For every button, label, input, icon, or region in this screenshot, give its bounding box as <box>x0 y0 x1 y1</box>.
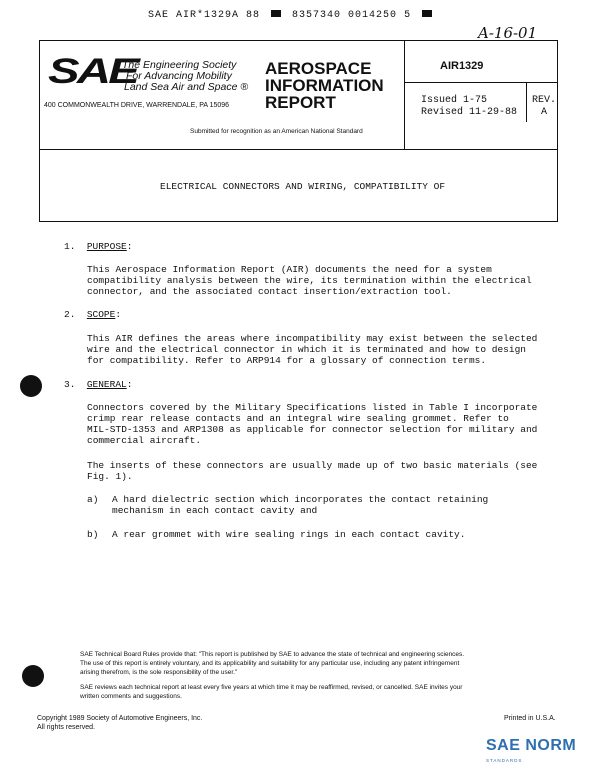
revised-date: Revised 11-29-88 <box>421 107 518 118</box>
text-line: Connectors covered by the Military Specifications listed in Table I incorporate <box>87 402 538 413</box>
section-2-paragraph <box>87 333 587 366</box>
handwritten-note: A-16-01 <box>478 24 538 42</box>
list-label-a: a) <box>87 494 99 505</box>
barcode-block <box>271 10 281 17</box>
footer-line: arising therefrom, is the sole responsibility of the user." <box>80 669 238 676</box>
section-2-heading: 2. SCOPE: <box>64 309 122 320</box>
report-type-line: INFORMATION <box>265 76 384 95</box>
text-line: Fig. 1). <box>87 471 133 482</box>
barcode-block-2 <box>422 10 432 17</box>
society-line: For Advancing Mobility <box>126 70 232 82</box>
rev-divider <box>526 82 527 122</box>
section-title: GENERAL <box>86 379 127 390</box>
header-divider <box>404 40 405 150</box>
footer-line: SAE reviews each technical report at least every five years at which time it may be reaffirmed, revised, or cancelled. SAE invites your <box>80 684 463 691</box>
text-line: A hard dielectric section which incorporates the contact retaining <box>112 494 489 505</box>
society-text <box>122 60 248 93</box>
sae-logo: SAE <box>48 52 138 91</box>
text-line: commercial aircraft. <box>87 435 202 446</box>
issue-dates <box>421 95 517 119</box>
report-type-line: REPORT <box>265 93 336 112</box>
printed-in: Printed in U.S.A. <box>504 715 556 722</box>
text-line: This AIR defines the areas where incompatibility may exist between the selected <box>87 333 538 344</box>
section-3-heading: 3. GENERAL: <box>64 379 133 390</box>
text-line: mechanism in each contact cavity and <box>112 505 318 516</box>
section-title: PURPOSE <box>86 241 127 252</box>
footer-notice <box>80 650 530 701</box>
text-line: This Aerospace Information Report (AIR) documents the need for a system <box>87 264 492 275</box>
binder-hole <box>22 665 44 687</box>
top-code-line <box>148 10 436 21</box>
text-line: compatibility analysis between the wire, its termination within the electrical <box>87 275 532 286</box>
address: 400 COMMONWEALTH DRIVE, WARRENDALE, PA 15096 <box>44 102 230 109</box>
copyright-line: Copyright 1989 Society of Automotive Engineers, Inc. <box>37 715 203 722</box>
report-type-line: AEROSPACE <box>265 59 372 78</box>
section-3-paragraph-1 <box>87 402 587 446</box>
text-line: connector, and the associated contact insertion/extraction tool. <box>87 286 452 297</box>
watermark-text: SAE NORM <box>486 737 577 754</box>
section-number: 2. <box>64 309 76 320</box>
section-number: 1. <box>64 241 76 252</box>
list-item-b <box>112 529 552 540</box>
copyright <box>37 714 202 732</box>
document-title: ELECTRICAL CONNECTORS AND WIRING, COMPATIBILITY OF <box>160 181 446 192</box>
text-line: A rear grommet with wire sealing rings in each contact cavity. <box>112 529 466 540</box>
text-line: wire and the electrical connector in which it is terminated and how to design <box>87 344 526 355</box>
binder-hole <box>20 375 42 397</box>
issued-date: Issued 1-75 <box>421 95 488 106</box>
section-1-heading: 1. PURPOSE: <box>64 241 133 252</box>
top-code: SAE AIR*1329A 88 <box>148 10 261 21</box>
text-line: The inserts of these connectors are usually made up of two basic materials (see <box>87 460 538 471</box>
watermark-subtext: STANDARDS <box>486 758 523 763</box>
text-line: for compatibility. Refer to ARP914 for a glossary of connection terms. <box>87 355 487 366</box>
list-item-a <box>112 494 552 516</box>
header-divider-h <box>404 82 558 83</box>
watermark <box>486 737 576 755</box>
section-1-paragraph <box>87 264 587 297</box>
society-line: Land Sea Air and Space ® <box>124 81 249 93</box>
section-number: 3. <box>64 379 76 390</box>
list-label-b: b) <box>87 529 99 540</box>
footer-line: written comments and suggestions. <box>80 693 182 700</box>
top-number: 8357340 0014250 5 <box>292 10 412 21</box>
text-line: crimp rear release contacts and an integral wire sealing grommet. Refer to <box>87 413 509 424</box>
society-line: The Engineering Society <box>122 59 237 71</box>
revision <box>532 95 556 119</box>
section-3-paragraph-2 <box>87 460 587 482</box>
footer-line: SAE Technical Board Rules provide that: "This report is published by SAE to advance the state of technical and engineering sciences. <box>80 651 465 658</box>
text-line: MIL-STD-1353 and ARP1308 as applicable for connector selection for military and <box>87 424 538 435</box>
document-id: AIR1329 <box>440 60 484 72</box>
report-type <box>265 60 384 111</box>
rev-value: A <box>541 107 548 118</box>
submitted-note: Submitted for recognition as an American National Standard <box>190 128 363 135</box>
footer-line: The use of this report is entirely voluntary, and its applicability and suitability for any particular use, including any patent infringement <box>80 660 460 667</box>
rev-label: REV. <box>532 95 557 106</box>
section-title: SCOPE <box>86 309 116 320</box>
rights-line: All rights reserved. <box>37 724 95 731</box>
